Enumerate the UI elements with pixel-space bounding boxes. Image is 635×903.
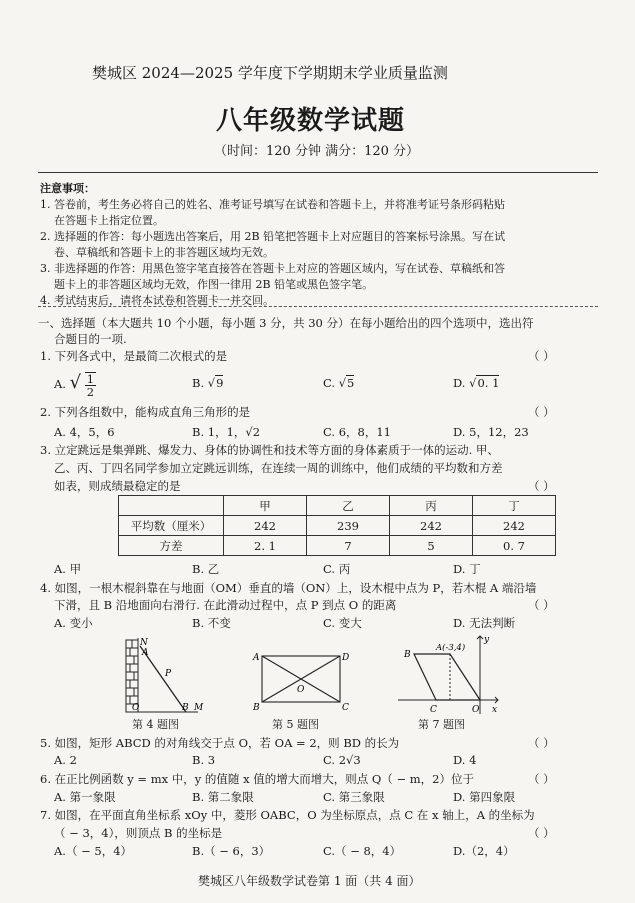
fig7-label-o: O <box>472 705 480 715</box>
fig5-label-o: O <box>297 685 305 695</box>
table-cell: 0. 7 <box>473 536 556 556</box>
answer-paren: （ ） <box>528 772 555 786</box>
q4-option-a: A. 变小 <box>54 616 93 630</box>
fig7-label-x: x <box>492 705 498 715</box>
q7-option-a: A.（ − 5，4） <box>54 844 133 858</box>
table-cell: 2. 1 <box>224 536 307 556</box>
figure-5-rectangle-diagram <box>252 646 352 712</box>
answer-paren: （ ） <box>528 826 555 840</box>
fig4-label-p: P <box>165 669 172 679</box>
answer-paren: （ ） <box>528 405 555 419</box>
q3-option-c: C. 丙 <box>323 562 351 576</box>
table-cell: 方差 <box>119 536 224 556</box>
answer-paren: （ ） <box>528 736 555 750</box>
wall-shape <box>126 640 138 712</box>
fig5-label-d: D <box>342 653 350 663</box>
q7-option-b: B.（ − 6，3） <box>192 844 271 858</box>
q3-stem-line: 如表，则成绩最稳定的是 <box>54 479 181 493</box>
q6-option-d: D. 第四象限 <box>453 790 516 804</box>
q1-option-a: A. √ $\frac{1}{2}$ <box>54 372 95 399</box>
table-row <box>119 516 556 536</box>
q2-option-b: B. 1，1，√2 <box>192 425 261 439</box>
q4-option-c: C. 变大 <box>323 616 362 630</box>
table-cell: 甲 <box>224 496 307 516</box>
q3-stem-line: 乙、丙、丁四名同学参加立定跳远训练，在连续一周的训练中，他们成绩的平均数和方差 <box>54 461 503 475</box>
q4-option-b: B. 不变 <box>192 616 231 630</box>
table-cell: 平均数（厘米） <box>119 516 224 536</box>
q3-stem-line: 3. 立定跳远是集弹跳、爆发力、身体的协调性和技术等方面的身体素质于一体的运动. 甲、 <box>40 443 499 457</box>
q1-option-b: B. √9 <box>192 376 224 390</box>
q1-option-d: D. √0. 1 <box>453 376 500 390</box>
table-cell: 5 <box>390 536 473 556</box>
fraction: $\frac{1}{2}$ <box>86 372 95 399</box>
answer-paren: （ ） <box>528 598 555 612</box>
exam-title: 樊城区 2024—2025 学年度下学期期末学业质量监测 <box>92 64 448 82</box>
q6-option-c: C. 第三象限 <box>323 790 385 804</box>
q6-stem: 6. 在正比例函数 y = mx 中，y 的值随 x 值的增大而增大，则点 Q（ − m，2）位于 <box>40 772 474 786</box>
fig4-label-o: O <box>132 703 140 713</box>
notice-line: 卷、草稿纸和答题卡上的非答题区域均无效。 <box>54 246 274 259</box>
table-cell <box>119 496 224 516</box>
figure-7-rhombus-diagram <box>396 632 502 716</box>
fig4-label-n: N <box>140 638 148 648</box>
notice-line: 1. 答卷前，考生务必将自己的姓名、准考证号填写在试卷和答题卡上，并将准考证号条形码粘贴 <box>40 198 505 211</box>
q5-option-d: D. 4 <box>453 753 477 767</box>
fig4-label-m: M <box>194 703 204 713</box>
table-cell: 242 <box>473 516 556 536</box>
notice-line: 2. 选择题的作答：每小题选出答案后，用 2B 铅笔把答题卡上对应题目的答案标号涂黑。写在试 <box>40 230 506 243</box>
q3-option-b: B. 乙 <box>192 562 220 576</box>
fig4-label-a: A <box>142 648 149 658</box>
table-cell: 239 <box>307 516 390 536</box>
q7-stem-line: 7. 如图，在平面直角坐标系 xOy 中，菱形 OABC，O 为坐标原点，点 C 在 x 轴上，A 的坐标为 <box>40 808 535 822</box>
fig4-caption: 第 4 题图 <box>132 718 179 731</box>
notice-bottom-rule <box>38 306 598 307</box>
notice-line: 题卡上的非答题区域均无效，作图一律用 2B 铅笔或黑色签字笔。 <box>54 278 374 291</box>
q6-option-b: B. 第二象限 <box>192 790 254 804</box>
q2-option-d: D. 5，12，23 <box>453 425 529 439</box>
q4-stem-line: 下滑，且 B 沿地面向右滑行. 在此滑动过程中，点 P 到点 O 的距离 <box>54 598 397 612</box>
fig7-caption: 第 7 题图 <box>418 718 465 731</box>
time-info: （时间：120 分钟 满分：120 分） <box>214 144 420 159</box>
notice-line: 4. 考试结束后，请将本试卷和答题卡一并交回。 <box>40 294 274 307</box>
fig7-label-y: y <box>484 635 490 645</box>
fig5-label-a: A <box>253 653 260 663</box>
notice-line: 3. 非选择题的作答：用黑色签字笔直接答在答题卡上对应的答题区域内，写在试卷、草稿纸和答 <box>40 262 505 275</box>
fig7-label-b: B <box>404 650 411 660</box>
notice-top-rule <box>38 172 598 173</box>
q5-stem: 5. 如图，矩形 ABCD 的对角线交于点 O，若 OA = 2，则 BD 的长为 <box>40 736 400 750</box>
table-cell: 7 <box>307 536 390 556</box>
table-row <box>119 536 556 556</box>
notice-line: 在答题卡上指定位置。 <box>54 214 164 227</box>
fig5-label-c: C <box>342 703 349 712</box>
fig7-label-a: A(-3,4) <box>436 643 466 653</box>
q3-option-d: D. 丁 <box>453 562 481 576</box>
table-cell: 乙 <box>307 496 390 516</box>
q7-option-d: D.（2，4） <box>453 844 515 858</box>
q1-option-c: C. √5 <box>323 376 355 390</box>
fig4-label-b: B <box>182 703 189 713</box>
q4-option-d: D. 无法判断 <box>453 616 516 630</box>
fig5-caption: 第 5 题图 <box>272 718 319 731</box>
q7-stem-line: （ − 3，4），则顶点 B 的坐标是 <box>54 826 223 840</box>
q2-stem: 2. 下列各组数中，能构成直角三角形的是 <box>40 405 251 419</box>
subject-title: 八年级数学试题 <box>216 106 406 136</box>
notice-heading: 注意事项： <box>40 182 95 195</box>
q2-option-a: A. 4，5，6 <box>54 425 115 439</box>
table-cell: 242 <box>224 516 307 536</box>
fig5-label-b: B <box>253 703 260 712</box>
score-table <box>118 495 556 556</box>
q5-option-b: B. 3 <box>192 753 216 767</box>
answer-paren: （ ） <box>528 479 555 493</box>
q2-option-c: C. 6，8，11 <box>323 425 391 439</box>
q5-option-c: C. 2√3 <box>323 753 361 767</box>
q5-option-a: A. 2 <box>54 753 77 767</box>
table-cell: 丁 <box>473 496 556 516</box>
answer-paren: （ ） <box>528 349 555 363</box>
section-heading: 一、选择题（本大题共 10 个小题，每小题 3 分，共 30 分）在每小题给出的四个选项中，选出符 <box>38 316 534 330</box>
fig7-label-c: C <box>430 705 437 715</box>
section-heading-line2: 合题目的一项. <box>54 332 127 346</box>
q3-option-a: A. 甲 <box>54 562 82 576</box>
page-footer: 樊城区八年级数学试卷第 1 面（共 4 面） <box>198 874 421 888</box>
rhombus-oabc <box>414 654 480 700</box>
figure-4-ladder-diagram <box>112 636 222 718</box>
q4-stem-line: 4. 如图，一根木棍斜靠在与地面（OM）垂直的墙（ON）上，设木棍中点为 P，若木棍 A 端沿墙 <box>40 581 537 595</box>
q1-stem: 1. 下列各式中，是最简二次根式的是 <box>40 349 228 363</box>
q7-option-c: C.（ − 8，4） <box>323 844 402 858</box>
table-cell: 丙 <box>390 496 473 516</box>
table-cell: 242 <box>390 516 473 536</box>
q6-option-a: A. 第一象限 <box>54 790 116 804</box>
table-header-row <box>119 496 556 516</box>
